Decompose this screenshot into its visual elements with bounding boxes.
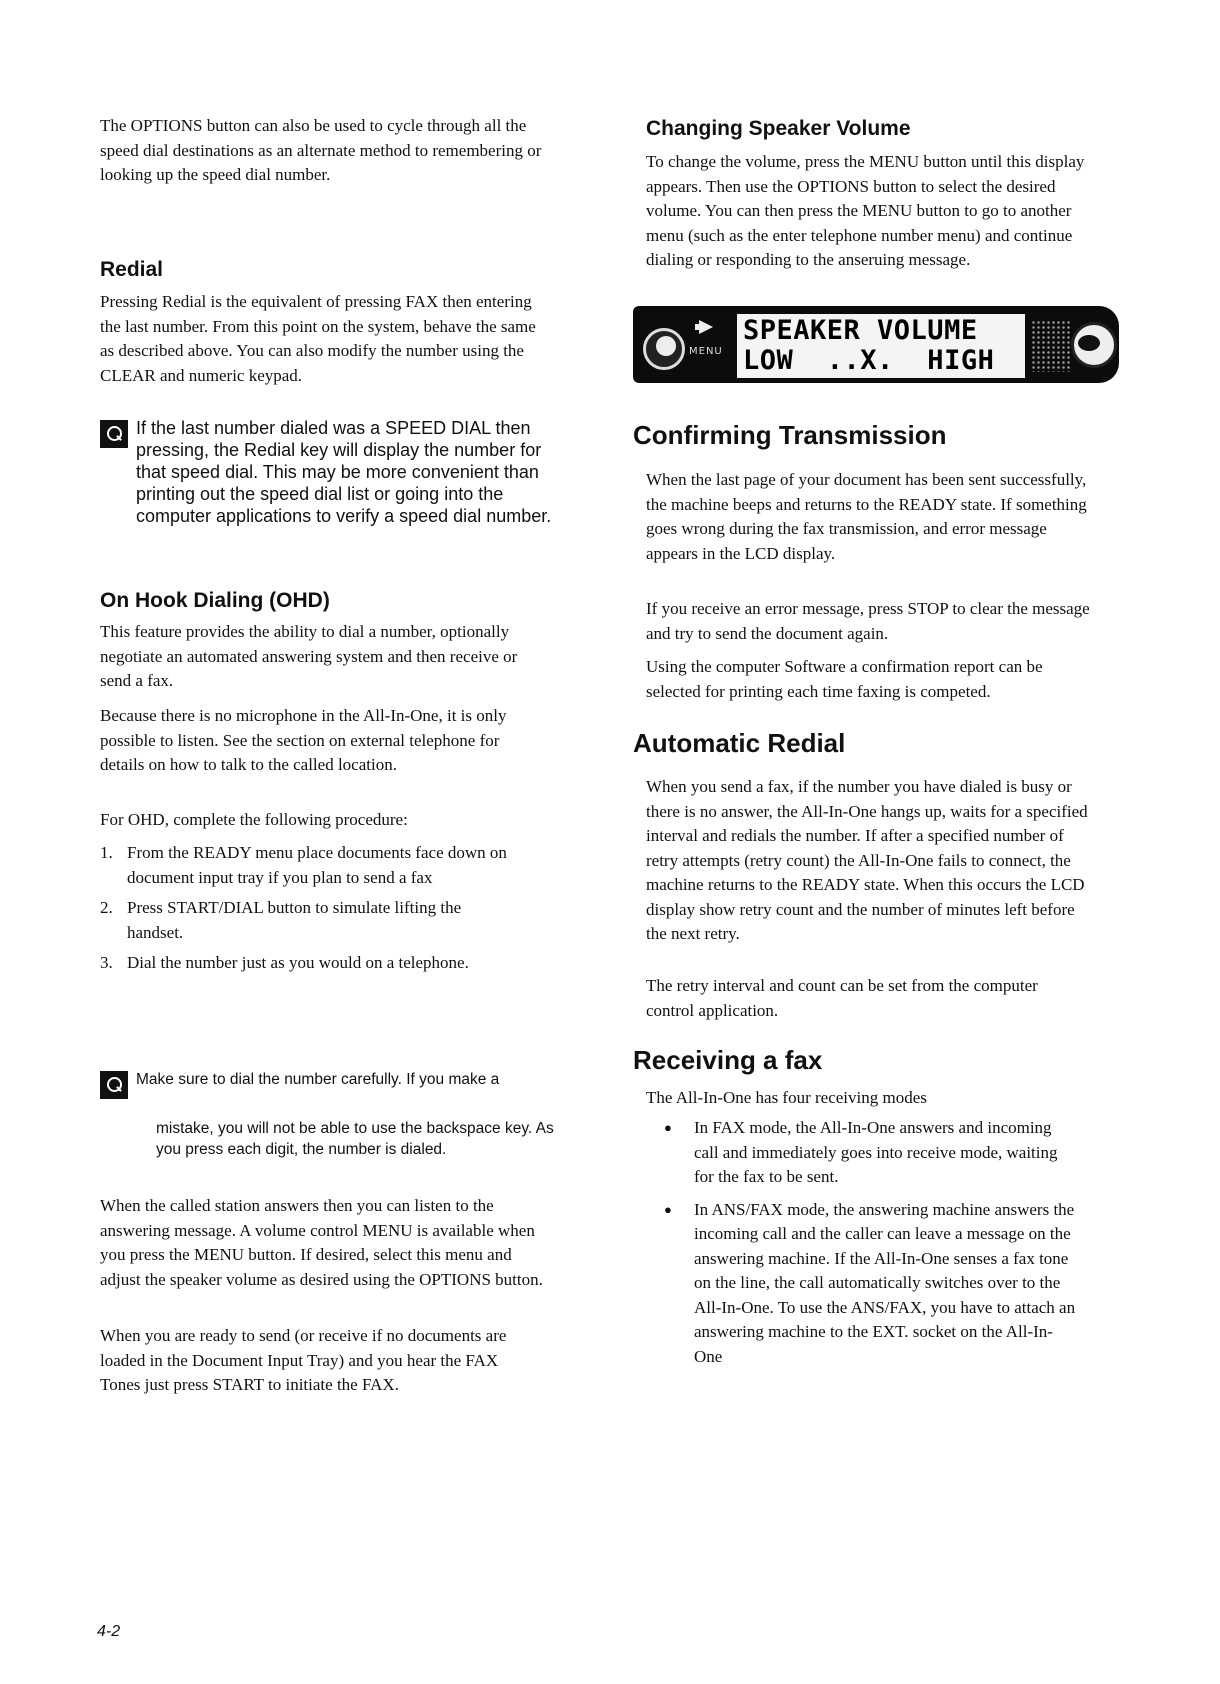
list-item: ● In ANS/FAX mode, the answering machine answers the incoming call and the caller can leave a message on the answering machine. If the All-In-One senses a fax tone on the line, the call automatically switches over to the All-In-One. To use the ANS/FAX, you have to attach an answering machine to the EXT. socket on the All-In-One bbox=[664, 1198, 1076, 1370]
magnifier-icon bbox=[100, 420, 128, 448]
lcd-menu-label: MENU bbox=[689, 346, 723, 357]
ohd-steps-list bbox=[100, 841, 520, 982]
ohd-paragraph-5: When you are ready to send (or receive if no documents are loaded in the Document Input Tray) and you hear the FAX Tones just press START to initiate the FAX. bbox=[100, 1326, 507, 1394]
lcd-display-image bbox=[633, 306, 1119, 383]
page-number: 4-2 bbox=[97, 1623, 121, 1640]
ohd-heading: On Hook Dialing (OHD) bbox=[100, 589, 330, 612]
redial-note bbox=[100, 417, 570, 527]
list-item bbox=[100, 951, 520, 976]
ohd-paragraph-4: When the called station answers then you can listen to the answering message. A volume control MENU is available when you press the MENU button. If desired, select this menu and adjust the speaker volume as desired using the OPTIONS button. bbox=[100, 1196, 543, 1289]
intro-paragraph: The OPTIONS button can also be used to cycle through all the speed dial destinations as an alternate method to remembering or looking up the speed dial number. bbox=[100, 116, 542, 184]
step-number: 2. bbox=[100, 898, 113, 917]
automatic-redial-paragraph-2: The retry interval and count can be set from the computer control application. bbox=[646, 976, 1038, 1020]
magnifier-icon bbox=[100, 1071, 128, 1099]
ohd-paragraph-1: This feature provides the ability to dial a number, optionally negotiate an automated answering system and then receive or send a fax. bbox=[100, 622, 518, 690]
redial-heading: Redial bbox=[100, 258, 164, 281]
confirming-paragraph-3: Using the computer Software a confirmation report can be selected for printing each time faxing is competed. bbox=[646, 657, 1043, 701]
ohd-note-line-1: Make sure to dial the number carefully. If you make a bbox=[136, 1071, 500, 1088]
receiving-fax-heading: Receiving a fax bbox=[633, 1045, 823, 1075]
lcd-screen bbox=[737, 314, 1025, 378]
ohd-note-line-2: mistake, you will not be able to use the backspace key. As you press each digit, the number is dialed. bbox=[156, 1120, 554, 1158]
volume-knob-icon bbox=[1071, 322, 1117, 368]
speaker-volume-heading: Changing Speaker Volume bbox=[646, 117, 911, 140]
automatic-redial-heading: Automatic Redial bbox=[633, 728, 846, 758]
receiving-fax-paragraph: The All-In-One has four receiving modes bbox=[646, 1088, 927, 1107]
confirming-paragraph-1: When the last page of your document has been sent successfully, the machine beeps and returns to the READY state. If something goes wrong during the fax transmission, and error message appears in the LCD display. bbox=[646, 470, 1087, 563]
ohd-note bbox=[100, 1068, 570, 1099]
step-text: Dial the number just as you would on a telephone. bbox=[127, 953, 469, 972]
step-text: Press START/DIAL button to simulate lifting the handset. bbox=[127, 898, 462, 942]
confirming-transmission-heading: Confirming Transmission bbox=[633, 420, 947, 450]
receiving-modes-list bbox=[664, 1116, 1076, 1377]
redial-paragraph: Pressing Redial is the equivalent of pressing FAX then entering the last number. From this point on the system, behave the same as described above. You can also modify the number using the CLEAR and numeric keypad. bbox=[100, 292, 536, 385]
confirming-paragraph-2: If you receive an error message, press STOP to clear the message and try to send the document again. bbox=[646, 599, 1090, 643]
list-item bbox=[100, 896, 520, 945]
ohd-paragraph-2: Because there is no microphone in the All-In-One, it is only possible to listen. See the section on external telephone for details on how to talk to the called location. bbox=[100, 706, 507, 774]
list-item: ● In FAX mode, the All-In-One answers and incoming call and immediately goes into receive mode, waiting for the fax to be sent. bbox=[664, 1116, 1076, 1190]
step-number: 3. bbox=[100, 953, 113, 972]
redial-note-text: If the last number dialed was a SPEED DIAL then pressing, the Redial key will display the number for that speed dial. This may be more convenient than printing out the speed dial list or going into the computer applications to verify a speed dial number. bbox=[136, 418, 552, 526]
lcd-line-1: SPEAKER VOLUME bbox=[743, 315, 978, 346]
step-text: From the READY menu place documents face down on document input tray if you plan to send a fax bbox=[127, 843, 507, 887]
dial-knob-icon bbox=[643, 328, 685, 370]
speaker-volume-paragraph: To change the volume, press the MENU button until this display appears. Then use the OPTIONS button to select the desired volume. You can then press the MENU button to go to another menu (such as the enter telephone number menu) and continue dialing or responding to the anseruing message. bbox=[646, 152, 1085, 269]
arrow-icon bbox=[699, 320, 713, 334]
speaker-grille-icon bbox=[1031, 320, 1071, 372]
automatic-redial-paragraph-1: When you send a fax, if the number you have dialed is busy or there is no answer, the All-In-One hangs up, waits for a specified interval and redials the number. If after a specified number of retry attempts (retry count) the All-In-One fails to connect, the machine returns to the READY state. When this occurs the LCD display show retry count and the number of minutes left before the next retry. bbox=[646, 777, 1088, 943]
list-item bbox=[100, 841, 520, 890]
lcd-line-2: LOW ..X. HIGH bbox=[743, 345, 995, 376]
step-number: 1. bbox=[100, 843, 113, 862]
ohd-paragraph-3: For OHD, complete the following procedure: bbox=[100, 810, 408, 829]
